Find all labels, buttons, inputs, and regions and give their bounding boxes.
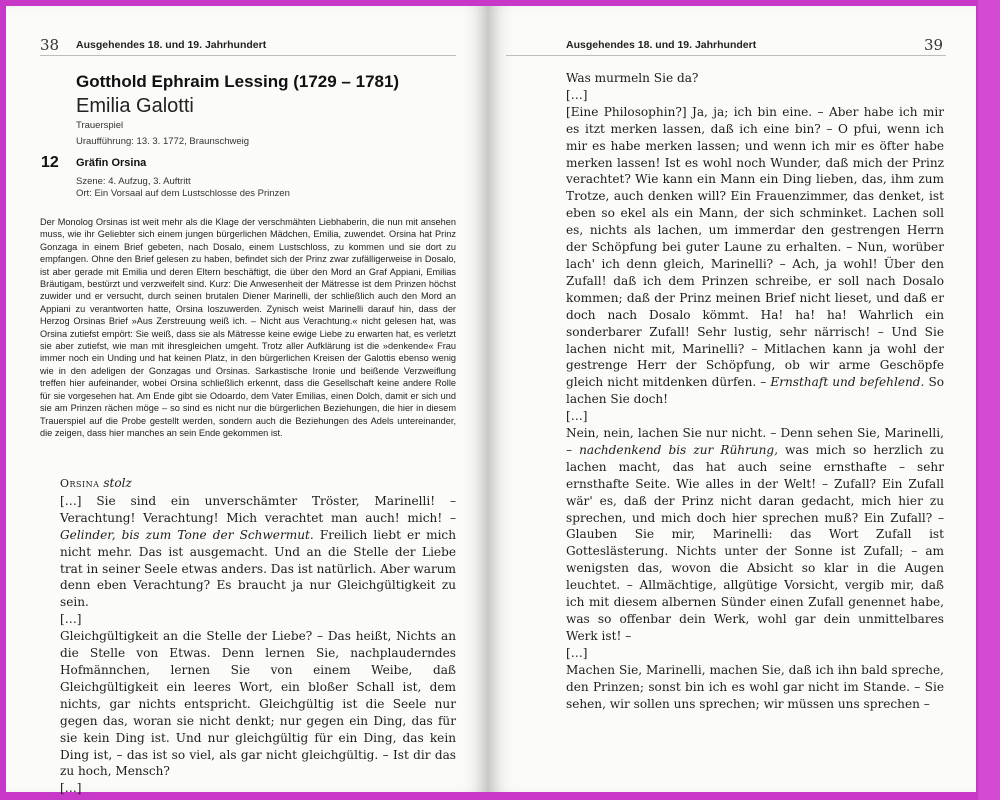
location: Ort: Ein Vorsaal auf dem Lustschlosse des Prinzen (76, 188, 290, 199)
genre: Trauerspiel (76, 120, 124, 131)
stage-direction: nachdenkend bis zur Rührung, (579, 442, 778, 457)
running-head: Ausgehendes 18. und 19. Jahrhundert (76, 39, 267, 51)
premiere: Uraufführung: 13. 3. 1772, Braunschweig (76, 136, 250, 147)
intro-text: Der Monolog Orsinas ist weit mehr als die Klage der verschmähten Liebhaberin, die nun mit ansehen muss, wie ihr Geliebter sich einem jungen bürgerlichen Mädchen, Emilia, zuwendet. Orsina hat Prinz Gonzaga in einem Brief gebeten, nach Dosalo, einem Lustschloss, zu kommen und sie dort zu empfangen. Ohne den Brief gelesen zu haben, befindet sich der Prinz zwar zufälligerweise in Dosalo, ist aber gerade mit Emilia und deren Eltern beschäftigt, die über den Mord an Graf Appiani, Emilias Bräutigam, bestürzt und verzweifelt sind. Kurz: Die Anwesenheit der Mätresse ist dem Prinzen höchst zuwider und er versucht, durch seinen brutalen Diener Marinelli, der schließlich auch den Mord an Appiani zu verantworten hatte, Orsina loszuwerden. Zynisch weist Marinelli darauf hin, dass der Herzog Orsinas Brief »Aus Zerstreuung weiß ich. – Nicht aus Verachtung.« nicht gelesen hat, was Orsina zutiefst empört: Sie weiß, dass sie als Mätresse keine ewige Liebe zu erwarten hat, es verletzt sie aber zutiefst, wie man mit ihresgleichen umgeht. Trotz aller Aufklärung ist die »denkende« Frau immer noch ein Unding und hat keinen Platz, in den bürgerlichen Kreisen der Galottis ebenso wenig wie in den adeligen der Gonzagas und Orsinas. Sarkastische Ironie und beißende Verzweiflung treffen hier aufeinander, wobei Orsina schließlich erkennt, dass die Gesellschaft keine andere Rolle für sie vorgesehen hat. Am Ende gibt sie Odoardo, dem Vater Emilias, einen Dolch, damit er sich und sie am Prinzen rächen möge – so sind es nicht nur die bürgerlichen Beziehungen, die hier in diesem Trauerspiel auf die Probe gestellt werden, sondern auch die Beziehungen des Adels untereinander, die zeigen, dass hier manches an sein Ende gekommen ist. (40, 217, 456, 438)
page-number: 39 (924, 36, 944, 54)
ellipsis: […] (566, 645, 588, 660)
scene: Szene: 4. Aufzug, 3. Auftritt (76, 176, 191, 187)
paragraph: Machen Sie, Marinelli, machen Sie, daß ich ihn bald spreche, den Prinzen; sonst bin ich es wohl gar nicht im Stande. – Sie sehen, wir sollen uns sprechen; wir müssen uns sprechen – (566, 662, 944, 711)
text-number: 12 (41, 154, 59, 171)
text-run: […] Sie sind ein unverschämter Tröster, Marinelli! – Verachtung! Verachtung! Mich verachtet man auch! mich! – (60, 493, 456, 525)
right-page (488, 6, 976, 792)
play-text-right (566, 70, 944, 712)
ellipsis: […] (566, 87, 588, 102)
paragraph (566, 425, 944, 645)
text-title: Gräfin Orsina (76, 157, 147, 169)
paragraph (60, 493, 456, 611)
speaker-name: Orsina (60, 477, 100, 490)
stage-direction: Ernsthaft und befehlend. (770, 375, 925, 390)
speaker-line (60, 475, 456, 493)
ellipsis: […] (60, 612, 82, 627)
author-heading: Gotthold Ephraim Lessing (1729 – 1781) (76, 72, 400, 91)
page-number: 38 (40, 36, 60, 54)
text-run: [Eine Philosophin?] Ja, ja; ich bin eine. – Aber habe ich mir es itzt merken lassen, daß ich eine bin? – O pfui, wenn ich mir es habe merken lassen; und wenn ich mir es öfter habe merken lassen! Ist es wohl noch Wunder, daß mich der Prinz verachtet? Wie kann ein Mann ein Ding lieben, das, ihm zum Trotze, auch denken will? Ein Frauenzimmer, das denket, ist eben so ekel als ein Mann, der sich schminket. Lachen soll es, nichts als lachen, um immerdar den gestrengen Herrn der Schöpfung bei guter Laune zu erhalten. – Nun, worüber lach' ich denn gleich, Marinelli? – Ach, ja wohl! Über den Zufall! daß ich dem Prinzen schreibe, er soll nach Dosalo kommen; daß der Prinz meinen Brief nicht lieset, und daß er doch nach Dosalo kömmt. Ha! ha! ha! Wahrlich ein sonderbarer Zufall! Sehr lustig, sehr närrisch! – Und Sie lachen nicht mit, Marinelli? – Mitlachen kann ja wohl der gestrenge Herr der Schöpfung, ob wir arme Geschöpfe gleich nicht mitdenken dürfen. – (566, 104, 944, 390)
paragraph (566, 104, 944, 408)
scene-info (76, 176, 290, 200)
text-run: Freilich liebt er mich nicht mehr. Das ist ausgemacht. Und an die Stelle der Liebe trat in seiner Seele etwas anders. Das ist natürlich. Aber warum denn eben Verachtung? Es braucht ja nur Gleichgültigkeit zu sein. (60, 527, 456, 610)
play-text-left (60, 475, 456, 797)
text-run: was mich so herzlich zu lachen macht, das hat auch seine ernsthafte – sehr ernsthafte Seite. Wie alles in der Welt! – Zufall? Ein Zufall wär' es, daß der Prinz nicht daran gedacht, mich hier zu sprechen, und mich doch hier sprechen muß? Ein Zufall? – Glauben Sie mir, Marinelli: das Wort Zufall ist Gotteslästerung. Nichts unter der Sonne ist Zufall; – am wenigsten das, wovon die Absicht so klar in die Augen leuchtet. – Allmächtige, allgütige Vorsicht, vergib mir, daß ich mit diesem albernen Sünder einen Zufall genennet habe, was so offenbar dein Werk, wohl gar dein unmittelbares Werk ist! – (566, 442, 944, 643)
text-run: So lachen Sie doch! (566, 375, 945, 407)
ellipsis: […] (60, 781, 82, 796)
text-run: Nein, nein, lachen Sie nur nicht. – Denn sehen Sie, Marinelli, – (566, 426, 944, 457)
running-head: Ausgehendes 18. und 19. Jahrhundert (566, 39, 757, 51)
ellipsis: […] (566, 409, 588, 424)
paragraph: Gleichgültigkeit an die Stelle der Liebe? – Das heißt, Nichts an die Stelle von Etwas. Denn lernen Sie, nachplauderndes Hofmännchen, lernen Sie von einem Weibe, daß Gleichgültigkeit ein leeres Wort, ein bloßer Schall ist, dem nichts, gar nichts entspricht. Gleichgültig ist die Seele nur gegen das, woran sie nicht denkt; nur gegen ein Ding, das für sie kein Ding ist. Und nur gleichgültig für ein Ding, das kein Ding ist, – das ist so viel, als gar nicht gleichgültig. – Ist dir das zu hoch, Mensch? (60, 629, 456, 779)
stage-direction: Gelinder, bis zum Tone der Schwermut. (60, 527, 314, 542)
header-rule (40, 55, 456, 56)
work-title: Emilia Galotti (76, 95, 194, 117)
book-edge (978, 0, 1000, 800)
header-rule (506, 55, 946, 56)
left-page (6, 6, 489, 796)
paragraph: Was murmeln Sie da? (566, 71, 699, 85)
stage-direction: stolz (103, 476, 132, 490)
